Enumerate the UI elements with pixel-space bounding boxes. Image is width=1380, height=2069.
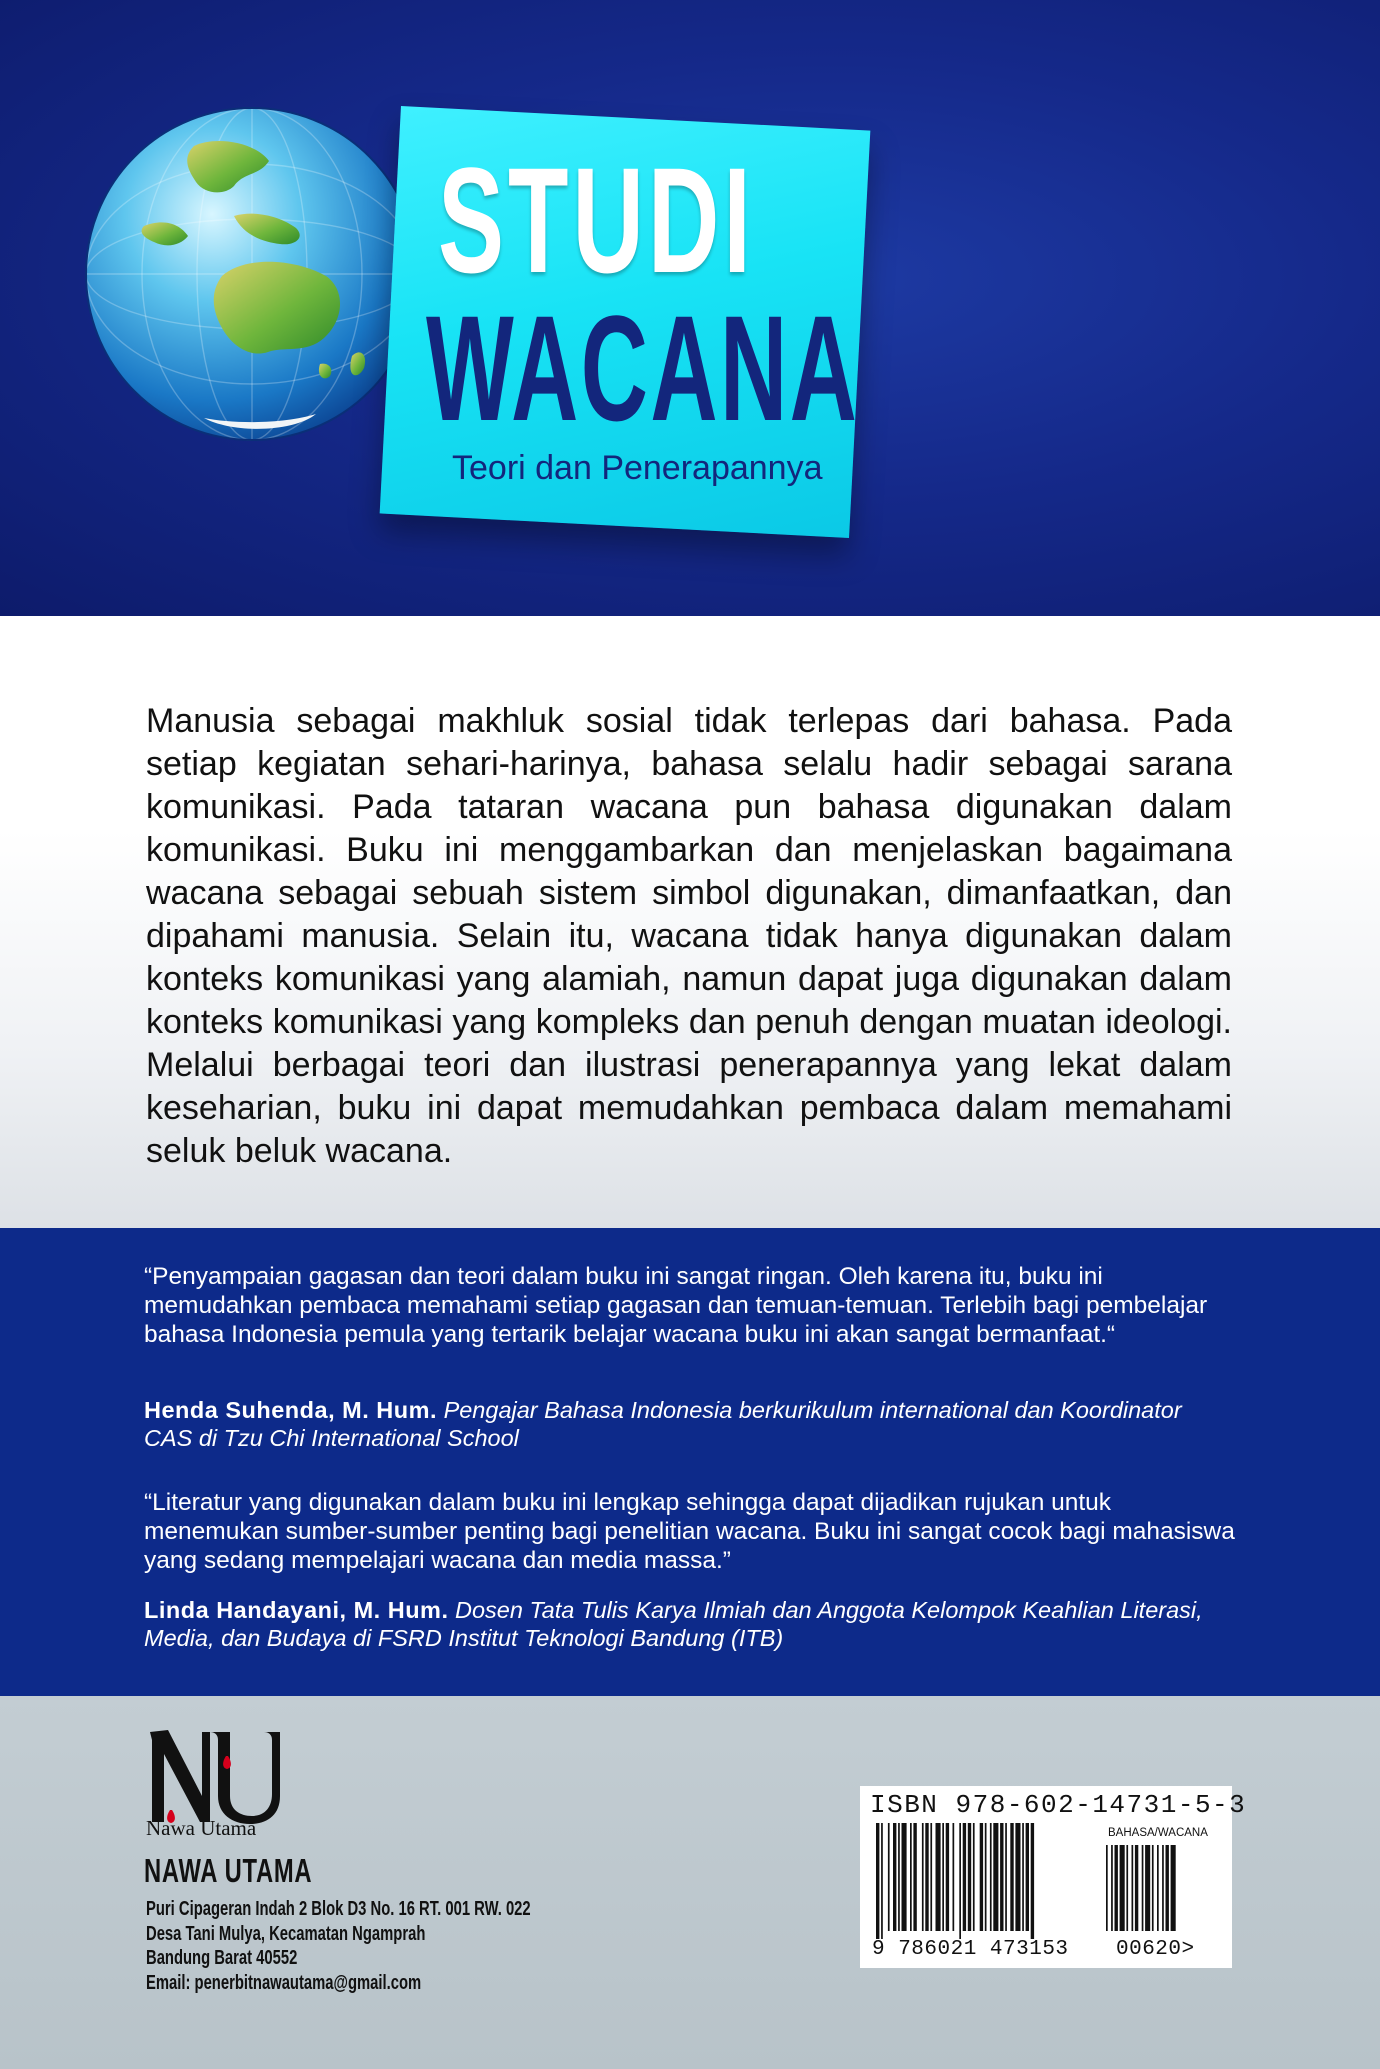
review-quote: “Literatur yang digunakan dalam buku ini lengkap sehingga dapat dijadikan rujukan untuk menemukan sumber-sumber penting bagi penelitian wacana. Buku ini sangat cocok bagi mahasiswa yang sedang mempelajari wacana dan media massa.” bbox=[144, 1489, 1235, 1574]
barcode-bar bbox=[1120, 1845, 1125, 1931]
reviewer-name: Henda Suhenda, M. Hum. bbox=[144, 1397, 438, 1423]
publisher-address bbox=[146, 1897, 590, 1995]
address-line: Desa Tani Mulya, Kecamatan Ngamprah bbox=[146, 1922, 426, 1945]
isbn-label: ISBN 978-602-14731-5-3 bbox=[870, 1790, 1247, 1820]
barcode-bar bbox=[942, 1823, 944, 1931]
barcode-bar bbox=[893, 1823, 896, 1931]
barcode-bar bbox=[973, 1823, 975, 1931]
barcode-bar bbox=[968, 1823, 971, 1931]
logo-caption: Nawa Utama bbox=[146, 1816, 257, 1840]
title-line-2: WACANA bbox=[426, 284, 860, 452]
review-attribution bbox=[144, 1396, 1236, 1452]
barcode-bar bbox=[913, 1823, 916, 1931]
barcode-bar bbox=[1115, 1845, 1118, 1931]
reviewer-role: Dosen Tata Tulis Karya Ilmiah dan Anggota Kelompok Keahlian Literasi, Media, dan Budaya di FSRD Institut Teknologi Bandung (ITB) bbox=[144, 1597, 1203, 1651]
barcode-bar bbox=[1135, 1845, 1138, 1931]
barcode-bar bbox=[1026, 1823, 1029, 1931]
title-line-1: STUDI bbox=[438, 136, 755, 304]
barcode-bar bbox=[936, 1823, 941, 1931]
barcode-bar bbox=[902, 1823, 907, 1931]
barcode-bar bbox=[1022, 1823, 1024, 1931]
barcode-bar bbox=[959, 1823, 961, 1939]
barcode-bar bbox=[888, 1823, 890, 1931]
barcode-bar bbox=[1106, 1845, 1108, 1931]
barcode-bar bbox=[1000, 1823, 1003, 1931]
barcode-bar bbox=[930, 1823, 932, 1931]
address-line: Bandung Barat 40552 bbox=[146, 1947, 298, 1969]
barcode-bar bbox=[1162, 1845, 1164, 1931]
barcode-bar bbox=[925, 1823, 928, 1931]
barcode-bar bbox=[1010, 1823, 1013, 1931]
barcode-bar bbox=[910, 1823, 912, 1931]
price-code: 00620> bbox=[1116, 1938, 1195, 1961]
barcode-bar bbox=[990, 1823, 992, 1931]
barcode-bar bbox=[1166, 1845, 1169, 1931]
barcode-bar bbox=[898, 1823, 900, 1931]
barcode-bar bbox=[993, 1823, 998, 1931]
barcode-bar bbox=[1145, 1845, 1150, 1931]
barcode-bar bbox=[1005, 1823, 1007, 1931]
barcode-bar bbox=[963, 1823, 966, 1931]
barcode bbox=[876, 1823, 1216, 1943]
barcode-bar bbox=[985, 1823, 987, 1931]
barcode-bar bbox=[1171, 1845, 1176, 1931]
address-line: Email: penerbitnawautama@gmail.com bbox=[146, 1971, 422, 1994]
barcode-bar bbox=[1152, 1845, 1154, 1931]
barcode-number: 9 786021 473153 bbox=[872, 1938, 1069, 1961]
barcode-bar bbox=[881, 1823, 883, 1939]
barcode-bar bbox=[922, 1823, 924, 1931]
barcode-bar bbox=[953, 1823, 955, 1931]
barcode-bar bbox=[1015, 1823, 1020, 1931]
barcode-bar bbox=[1132, 1845, 1134, 1931]
review-quote: “Penyampaian gagasan dan teori dalam buku ini sangat ringan. Oleh karena itu, buku ini memudahkan pembaca memahami setiap gagasan dan temuan-temuan. Terlebih bagi pembelajar bahasa Indonesia pemula yang tertarik belajar wacana buku ini akan sangat bermanfaat.“ bbox=[144, 1263, 1208, 1348]
reviewer-role: Pengajar Bahasa Indonesia berkurikulum international dan Koordinator CAS di Tzu Chi International School bbox=[144, 1397, 1182, 1451]
barcode-bar bbox=[946, 1823, 949, 1931]
barcode-bar bbox=[1126, 1845, 1128, 1931]
barcode-bar bbox=[876, 1823, 879, 1939]
barcode-bar bbox=[1031, 1823, 1034, 1939]
category-label: BAHASA/WACANA bbox=[1108, 1827, 1208, 1839]
barcode-bar bbox=[1111, 1845, 1113, 1931]
barcode-bar bbox=[1142, 1845, 1144, 1931]
reviewer-name: Linda Handayani, M. Hum. bbox=[144, 1597, 449, 1623]
address-line: Puri Cipageran Indah 2 Blok D3 No. 16 RT. 001 RW. 022 bbox=[146, 1898, 531, 1920]
book-subtitle: Teori dan Penerapannya bbox=[452, 449, 823, 487]
review-attribution bbox=[144, 1596, 1236, 1652]
publisher-logo bbox=[144, 1726, 284, 1826]
barcode-bar bbox=[980, 1823, 983, 1931]
barcode-bar bbox=[1157, 1845, 1159, 1931]
book-blurb: Manusia sebagai makhluk sosial tidak terlepas dari bahasa. Pada setiap kegiatan sehari-harinya, bahasa selalu hadir sebagai sarana komunikasi. Pada tataran wacana pun bahasa digunakan dalam komunikasi. Buku ini menggambarkan dan menjelaskan bagaimana wacana sebagai sebuah sistem simbol digunakan, dimanfaatkan, dan dipahami manusia. Selain itu, wacana tidak hanya digunakan dalam konteks komunikasi yang alamiah, namun dapat juga digunakan dalam konteks komunikasi yang kompleks dan penuh dengan muatan ideologi. Melalui berbagai teori dan ilustrasi penerapannya yang lekat dalam keseharian, buku ini dapat memudahkan pembaca dalam memahami seluk beluk wacana. bbox=[146, 702, 1232, 1170]
publisher-name: NAWA UTAMA bbox=[144, 1852, 313, 1889]
